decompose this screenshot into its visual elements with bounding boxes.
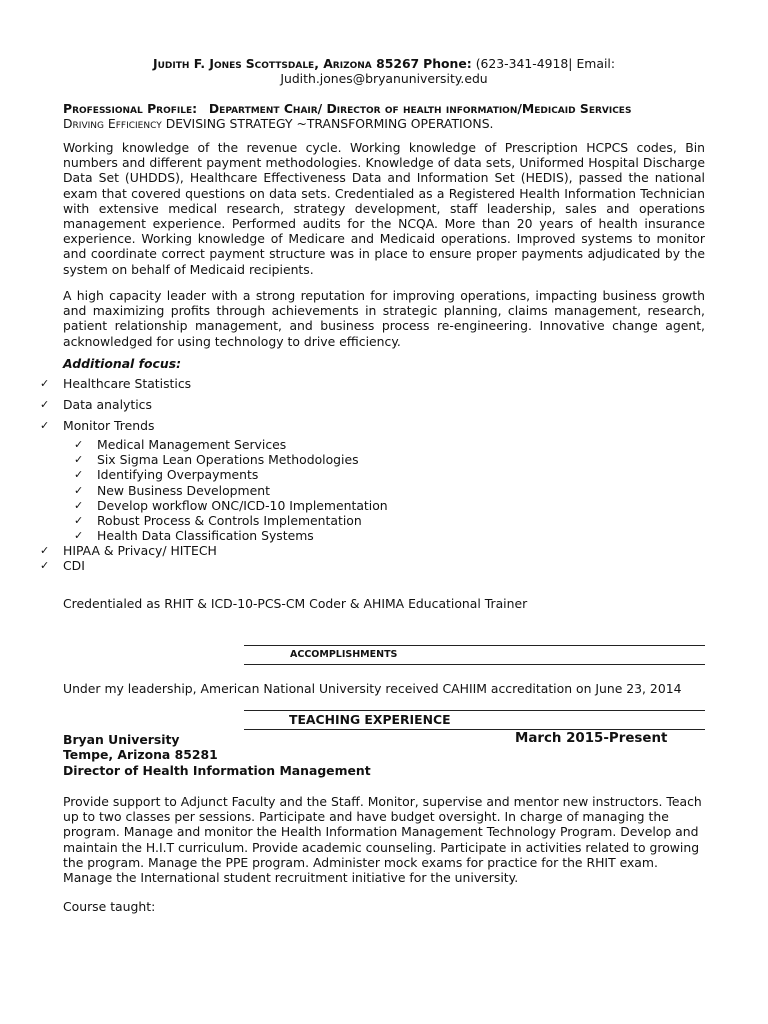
phone-number: (623-341-4918| bbox=[475, 56, 573, 71]
focus-item-label: CDI bbox=[63, 558, 85, 573]
profile-heading bbox=[63, 101, 723, 116]
check-icon: ✓ bbox=[40, 559, 50, 572]
check-icon: ✓ bbox=[74, 484, 84, 497]
email-address[interactable]: Judith.jones@bryanuniversity.edu bbox=[280, 71, 488, 87]
employer-location: Tempe, Arizona 85281 bbox=[63, 747, 218, 762]
section-rule bbox=[244, 664, 705, 665]
contact-header bbox=[40, 56, 728, 86]
contact-line bbox=[40, 56, 728, 71]
phone-label: Phone: bbox=[423, 56, 472, 71]
focus-item-label: Monitor Trends bbox=[63, 418, 155, 433]
focus-item-label: HIPAA & Privacy/ HITECH bbox=[63, 543, 217, 558]
section-rule bbox=[244, 710, 705, 711]
focus-heading: Additional focus: bbox=[63, 356, 182, 371]
focus-sub-item-label: Health Data Classification Systems bbox=[97, 528, 314, 543]
profile-title: Department Chair/ Director of health information/Medicaid Services bbox=[208, 101, 632, 116]
employment-dates: March 2015-Present bbox=[515, 731, 668, 746]
focus-sub-item-label: Robust Process & Controls Implementation bbox=[97, 513, 362, 528]
section-rule bbox=[244, 729, 705, 730]
check-icon: ✓ bbox=[40, 377, 50, 390]
job-description: Provide support to Adjunct Faculty and the Staff. Monitor, supervise and mentor new instructors. Teach up to two classes per sessions. Participate and have budget oversight. In charge of managing the program. Manage and monitor the Health Information Management Technology Program. Develop and maintain the H.I.T curriculum. Provide academic counseling. Participate in activities related to growing the program. Manage the PPE program. Administer mock exams for practice for the RHIT exam. Manage the International student recruitment initiative for the university. bbox=[63, 794, 702, 886]
check-icon: ✓ bbox=[74, 499, 84, 512]
focus-sub-item-label: Develop workflow ONC/ICD-10 Implementation bbox=[97, 498, 388, 513]
profile-paragraph-1: Working knowledge of the revenue cycle. Working knowledge of Prescription HCPCS codes, Bin numbers and different payment methodologies. Knowledge of data sets, Uniformed Hospital Discharge Data Set (UHDDS), Healthcare Effectiveness Data and Information Set (HEDIS), passed the national exam that covered questions on data sets. Credentialed as a Registered Health Information Technician with extensive medical research, strategy development, staff leadership, sales and operations management experience. Performed audits for the NCQA. More than 20 years of health insurance experience. Working knowledge of Medicare and Medicaid operations. Improved systems to monitor and coordinate correct payment structure was in place to ensure proper payments adjudicated by the system on behalf of Medicaid recipients. bbox=[63, 140, 705, 277]
focus-item-label: Healthcare Statistics bbox=[63, 376, 192, 391]
focus-sub-item-label: Six Sigma Lean Operations Methodologies bbox=[97, 452, 359, 467]
candidate-address: Scottsdale, Arizona 85267 bbox=[245, 56, 420, 71]
profile-tagline bbox=[63, 116, 723, 131]
check-icon: ✓ bbox=[40, 419, 50, 432]
employer-name: Bryan University bbox=[63, 732, 180, 747]
email-label: Email: bbox=[576, 56, 616, 71]
credential-line: Credentialed as RHIT & ICD-10-PCS-CM Coder & AHIMA Educational Trainer bbox=[63, 596, 528, 611]
courses-label: Course taught: bbox=[63, 899, 156, 914]
job-title: Director of Health Information Management bbox=[63, 763, 371, 778]
check-icon: ✓ bbox=[74, 529, 84, 542]
focus-item-label: Data analytics bbox=[63, 397, 152, 412]
section-rule bbox=[244, 645, 705, 646]
check-icon: ✓ bbox=[74, 453, 84, 466]
accomplishment-text: Under my leadership, American National University received CAHIIM accreditation on June 23, 2014 bbox=[63, 681, 682, 696]
check-icon: ✓ bbox=[40, 544, 50, 557]
profile-paragraph-2: A high capacity leader with a strong reputation for improving operations, impacting business growth and maximizing profits through achievements in strategic planning, claims management, research, patient relationship management, and business process re-engineering. Innovative change agent, acknowledged for using technology to drive efficiency. bbox=[63, 288, 705, 349]
tagline-rest: DEVISING STRATEGY ~TRANSFORMING OPERATIONS. bbox=[165, 116, 494, 131]
candidate-name: Judith F. Jones bbox=[152, 56, 242, 71]
check-icon: ✓ bbox=[74, 438, 84, 451]
check-icon: ✓ bbox=[40, 398, 50, 411]
accomplishments-heading: ACCOMPLISHMENTS bbox=[290, 649, 398, 660]
focus-sub-item-label: New Business Development bbox=[97, 483, 270, 498]
tagline-small-caps: Driving Efficiency bbox=[63, 116, 162, 131]
focus-sub-item-label: Identifying Overpayments bbox=[97, 467, 259, 482]
teaching-heading: TEACHING EXPERIENCE bbox=[289, 712, 451, 727]
focus-sub-item-label: Medical Management Services bbox=[97, 437, 287, 452]
check-icon: ✓ bbox=[74, 514, 84, 527]
check-icon: ✓ bbox=[74, 468, 84, 481]
profile-label: Professional Profile: bbox=[63, 101, 198, 116]
